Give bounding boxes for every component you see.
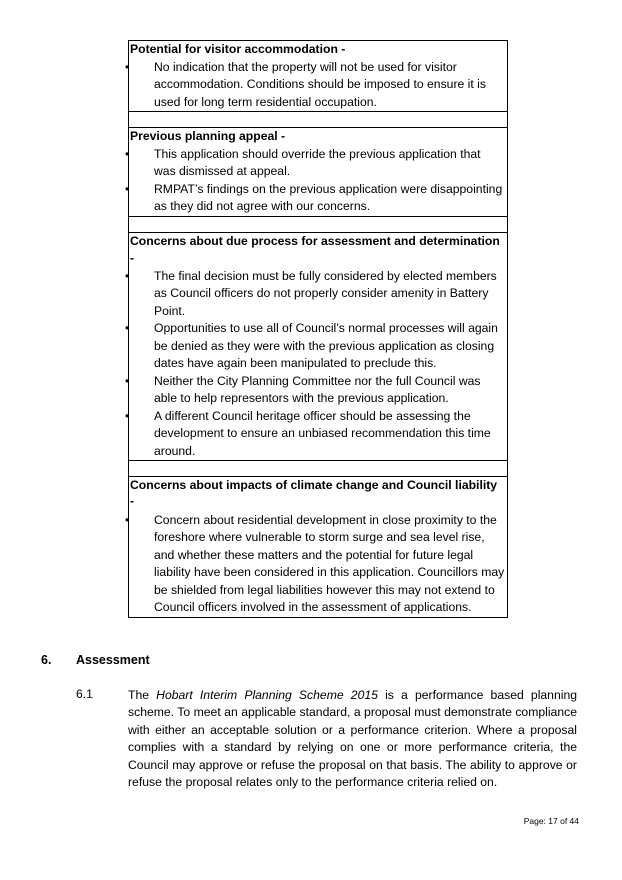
bullet-list — [130, 512, 505, 617]
table-cell — [129, 232, 508, 461]
list-item: • RMPAT’s findings on the previous application were disappointing as they did not agree with our concerns. — [130, 181, 505, 216]
table-row — [129, 128, 508, 217]
section-title: Previous planning appeal - — [130, 129, 286, 143]
table-row — [129, 477, 508, 618]
table-cell — [129, 41, 508, 112]
assessment-paragraph — [128, 687, 577, 791]
section-title: Concerns about due process for assessment and determination - — [130, 233, 500, 265]
list-item: • No indication that the property will not be used for visitor accommodation. Conditions should be imposed to ensure it is used for long term residential occupation. — [130, 59, 505, 112]
table-row — [129, 216, 508, 232]
section-title: Potential for visitor accommodation - — [130, 42, 346, 56]
list-item: • Concern about residential development in close proximity to the foreshore where vulnerable to storm surge and sea level rise, and whether these matters and the potential for future legal liability have been considered in this application. Councillors may be shielded from legal liabilities however this may not extend to Council officers involved in the assessment of applications. — [130, 512, 505, 617]
bullet-list — [130, 146, 505, 216]
list-item: • A different Council heritage officer should be assessing the development to ensure an unbiased recommendation this time around. — [130, 408, 505, 461]
page-number: Page: 17 of 44 — [523, 816, 579, 826]
empty-cell — [129, 112, 508, 128]
scheme-name: Hobart Interim Planning Scheme 2015 — [156, 688, 378, 702]
section-heading: Assessment — [76, 653, 150, 667]
empty-cell — [129, 216, 508, 232]
list-item: • Neither the City Planning Committee nor the full Council was able to help representors with the previous application. — [130, 373, 505, 408]
paragraph-text-start: The — [128, 688, 157, 702]
empty-cell — [129, 461, 508, 477]
list-item: • The final decision must be fully considered by elected members as Council officers do not properly consider amenity in Battery Point. — [130, 268, 505, 321]
table-cell — [129, 128, 508, 217]
paragraph-text-rest: is a performance based planning scheme. To meet an applicable standard, a proposal must demonstrate compliance with either an acceptable solution or a performance criterion. Where a proposal complies with a standard by relying on one or more performance criteria, the Council may approve or refuse the proposal on that basis. The ability to approve or refuse the proposal relates only to the performance criteria relied on. — [128, 688, 577, 790]
table-row — [129, 112, 508, 128]
section-title-dash: - — [130, 493, 135, 508]
paragraph-number: 6.1 — [76, 687, 93, 701]
bullet-list — [130, 268, 505, 461]
list-item: • Opportunities to use all of Council’s normal processes will again be denied as they were with the previous application as closing dates have again been manipulated to preclude this. — [130, 320, 505, 373]
representations-table — [128, 40, 508, 618]
section-title: Concerns about impacts of climate change and Council liability — [130, 478, 498, 492]
table-cell — [129, 477, 508, 618]
list-item: • This application should override the previous application that was dismissed at appeal. — [130, 146, 505, 181]
table-row — [129, 41, 508, 112]
bullet-list — [130, 59, 505, 112]
table-row — [129, 232, 508, 461]
section-number: 6. — [41, 653, 52, 667]
table-row — [129, 461, 508, 477]
